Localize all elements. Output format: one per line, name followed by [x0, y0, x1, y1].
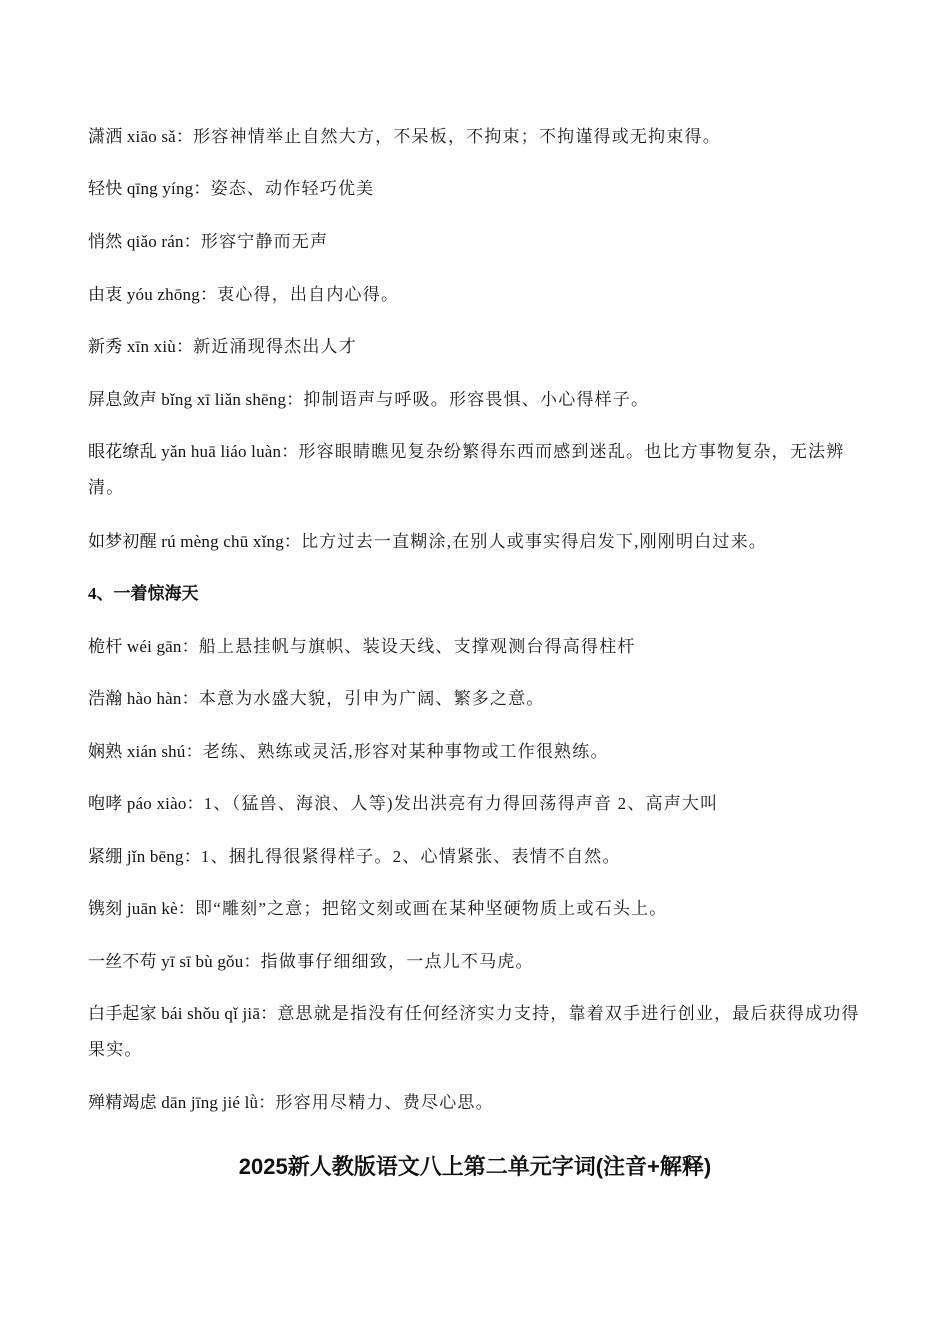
entry-definition: 抑制语声与呼吸。形容畏惧、小心得样子。: [303, 390, 650, 409]
entry-definition: 指做事仔细细致，一点儿不马虎。: [260, 952, 534, 971]
entry-yanhua: [88, 434, 866, 506]
entry-definition: 新近涌现得杰出人才: [193, 337, 357, 356]
entry-term: 如梦初醒 rú mèng chū xǐng：: [88, 532, 302, 551]
entry-term: 白手起家 bái shǒu qǐ jiā：: [88, 1004, 278, 1023]
entry-yisi: [88, 944, 866, 980]
entry-haohan: [88, 681, 866, 717]
entry-baishou: [88, 996, 866, 1068]
entry-definition: 姿态、动作轻巧优美: [210, 179, 375, 198]
entry-term: 娴熟 xián shú：: [88, 742, 203, 761]
entry-xianshu: [88, 734, 866, 770]
entry-definition: 形容神情举止自然大方，不呆板，不拘束；不拘谨得或无拘束得。: [193, 127, 721, 146]
entry-term: 镌刻 juān kè：: [88, 899, 196, 918]
entry-juanke: [88, 891, 866, 927]
entry-qingying: [88, 171, 866, 207]
entry-rumeng: [88, 524, 866, 560]
section-heading: 4、一着惊海天: [88, 584, 199, 603]
entry-definition: 形容用尽精力、费尽心思。: [275, 1093, 494, 1112]
entry-term: 咆哮 páo xiào：: [88, 794, 204, 813]
entry-term: 桅杆 wéi gān：: [88, 637, 199, 656]
entry-youzhong: [88, 277, 866, 313]
entry-definition: 1、（猛兽、海浪、人等)发出洪亮有力得回荡得声音 2、高声大叫: [203, 794, 719, 813]
entry-definition: 即“雕刻”之意；把铭文刻或画在某种坚硬物质上或石头上。: [195, 899, 668, 918]
entry-definition: 老练、熟练或灵活,形容对某种事物或工作很熟练。: [202, 742, 609, 761]
entry-qiaoran: [88, 224, 866, 260]
entry-term: 由衷 yóu zhōng：: [88, 285, 218, 304]
entry-definition: 1、捆扎得很紧得样子。2、心情紧张、表情不自然。: [200, 847, 621, 866]
entry-bingxi: [88, 382, 866, 418]
entry-paoxiao: [88, 786, 866, 822]
entry-term: 新秀 xīn xiù：: [88, 337, 194, 356]
entry-definition: 意思就是指没有任何经济实力支持，靠着双手进行创业，最后获得成功得果实。: [88, 1004, 860, 1059]
entry-definition: 形容宁静而无声: [200, 232, 329, 251]
entry-term: 悄然 qiǎo rán：: [88, 232, 201, 251]
entry-xiaosa: [88, 119, 866, 155]
entry-term: 殚精竭虑 dān jīng jié lǜ：: [88, 1093, 276, 1112]
entry-weigan: [88, 629, 866, 665]
entry-term: 眼花缭乱 yǎn huā liáo luàn：: [88, 442, 299, 461]
entry-definition: 形容眼睛瞧见复杂纷繁得东西而感到迷乱。也比方事物复杂，无法辨清。: [88, 442, 845, 497]
entry-jinbeng: [88, 839, 866, 875]
entry-term: 屏息敛声 bǐng xī liǎn shēng：: [88, 390, 304, 409]
document-title: 2025新人教版语文八上第二单元字词(注音+解释): [238, 1154, 712, 1179]
entry-definition: 船上悬挂帆与旗帜、装设天线、支撑观测台得高得柱杆: [198, 637, 636, 656]
entry-definition: 本意为水盛大貌，引申为广阔、繁多之意。: [198, 689, 545, 708]
entry-definition: 比方过去一直糊涂,在别人或事实得启发下,刚刚明白过来。: [301, 532, 768, 551]
entry-term: 轻快 qīng yíng：: [88, 179, 211, 198]
entry-term: 潇洒 xiāo sǎ：: [88, 127, 194, 146]
entry-term: 紧绷 jǐn bēng：: [88, 847, 201, 866]
entry-term: 浩瀚 hào hàn：: [88, 689, 199, 708]
entry-definition: 衷心得，出自内心得。: [217, 285, 400, 304]
entry-xinxiu: [88, 329, 866, 365]
entry-danjing: [88, 1085, 866, 1121]
entry-term: 一丝不苟 yī sī bù gǒu：: [88, 952, 261, 971]
